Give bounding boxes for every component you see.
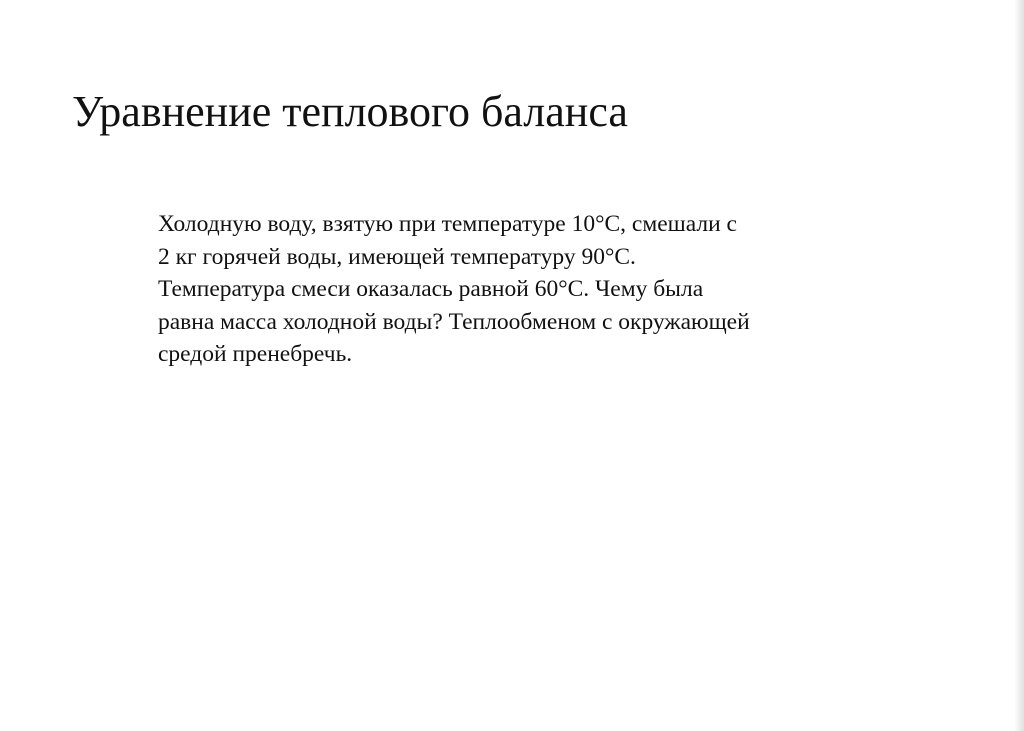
problem-line-1: Холодную воду, взятую при температуре 10°С, смешали с bbox=[158, 211, 737, 237]
slide-title: Уравнение теплового баланса bbox=[72, 87, 628, 136]
page-edge-shadow bbox=[1014, 0, 1024, 731]
problem-text bbox=[158, 208, 878, 371]
problem-line-3: Температура смеси оказалась равной 60°С. Чему была bbox=[158, 276, 704, 302]
problem-line-2: 2 кг горячей воды, имеющей температуру 90°С. bbox=[158, 243, 636, 270]
problem-line-5: средой пренебречь. bbox=[158, 341, 353, 367]
problem-line-4: равна масса холодной воды? Теплообменом с окружающей bbox=[158, 308, 750, 335]
